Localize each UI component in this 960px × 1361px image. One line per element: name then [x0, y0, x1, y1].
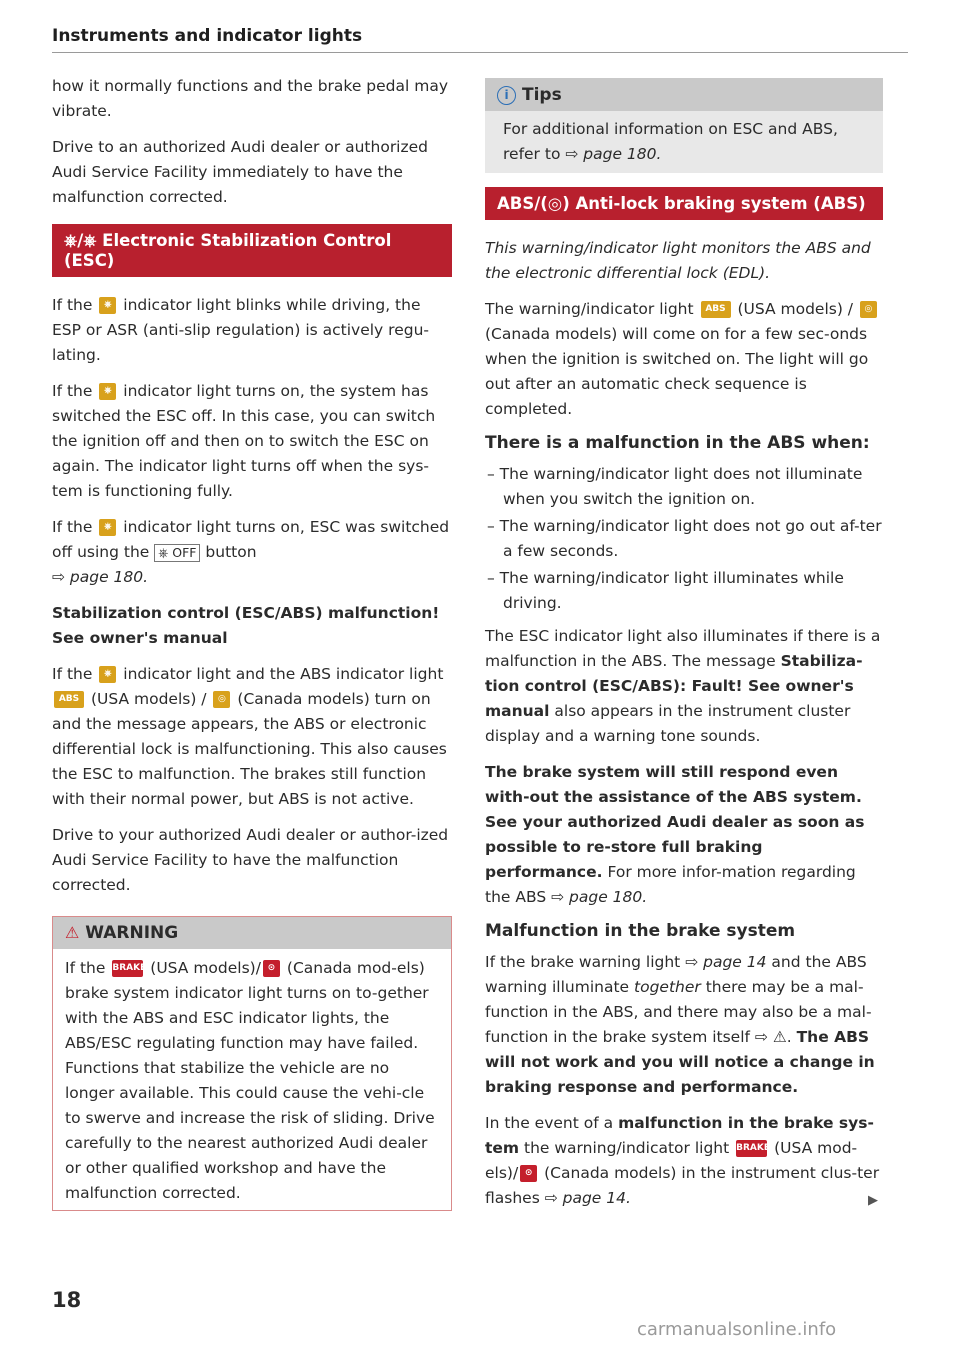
info-icon: i [497, 86, 516, 105]
brake-malfunction-heading: Malfunction in the brake system [485, 921, 796, 941]
warning-box [52, 916, 452, 1211]
page-ref[interactable]: ⇨ page 180. [565, 145, 662, 163]
malfunction-paragraph-1: If the ⎈ indicator light and the ABS indicator light ABS (USA models) / ◎ (Canada models) turn on and the message appears, the ABS or electronic differential lock is malfunctioning. This also causes the ESC to malfunction. The brakes still function with their normal power, but ABS is not active. [52, 665, 447, 808]
abs-paragraph-1: The warning/indicator light ABS (USA models) / ◎ (Canada models) will come on for a few sec-onds when the ignition is switched on. The light will go out after an automatic check sequence is completed. [485, 297, 883, 422]
abs-malfunction-list [485, 462, 883, 616]
still-respond-paragraph: The brake system will still respond even with-out the assistance of the ABS system. See your authorized Audi dealer as soon as possible to re-store full braking performance. For more infor-mation regarding the ABS ⇨ page 180. [485, 763, 865, 906]
brake-indicator-icon: BRAKE [112, 960, 143, 977]
abs-canada-indicator-icon: ◎ [213, 691, 230, 708]
brake-indicator-icon: BRAKE [736, 1140, 767, 1157]
intro-paragraph-1: how it normally functions and the brake pedal may vibrate. [52, 77, 449, 120]
page-ref[interactable]: ⇨ page 180. [551, 888, 648, 906]
page-ref[interactable]: ⇨ page 180. [52, 568, 149, 586]
malfunction-paragraph-2: Drive to your authorized Audi dealer or author-ized Audi Service Facility to have the malfunction corrected. [52, 826, 449, 894]
page-header [52, 26, 908, 53]
abs-indicator-icon: ABS [701, 301, 731, 318]
section-title: Instruments and indicator lights [52, 26, 363, 46]
intro-paragraph-2: Drive to an authorized Audi dealer or authorized Audi Service Facility immediately to have the malfunction corrected. [52, 138, 429, 206]
abs-malfunction-heading: There is a malfunction in the ABS when: [485, 433, 870, 453]
esc-indicator-icon: ⎈ [99, 666, 116, 683]
brake-paragraph-1: If the brake warning light ⇨ page 14 and the ABS warning illuminate together there may be a mal-function in the ABS, and there may also be a mal-function in the brake system itself ⇨ ⚠. The ABS will not work and you will notice a change in braking response and performance. [485, 953, 875, 1096]
page-ref[interactable]: ⇨ page 14. [544, 1189, 631, 1207]
malfunction-heading: Stabilization control (ESC/ABS) malfunction! See owner's manual [52, 604, 440, 647]
watermark: carmanualsonline.info [637, 1319, 837, 1340]
abs-section-band: ABS/(◎) Anti-lock braking system (ABS) [485, 187, 883, 220]
tips-body: For additional information on ESC and ABS, refer to ⇨ page 180. [503, 120, 838, 163]
left-column [52, 74, 452, 1211]
esc-also-paragraph: The ESC indicator light also illuminates if there is a malfunction in the ABS. The message Stabiliza-tion control (ESC/ABS): Fault! See owner's manual also appears in the instrument cluster display and a warning tone sounds. [485, 627, 881, 745]
page-number: 18 [52, 1288, 82, 1312]
warning-header: ⚠ WARNING [53, 917, 451, 949]
tips-header: i Tips [485, 78, 883, 111]
abs-canada-indicator-icon: ◎ [860, 301, 877, 318]
right-column [485, 74, 883, 1222]
esc-section-band: ⎈/⎈ Electronic Stabilization Control (ESC) [52, 224, 452, 277]
brake-canada-indicator-icon: ⊙ [263, 960, 280, 977]
esc-off-indicator-icon: ⎈ [99, 519, 116, 536]
warning-ref[interactable]: ⇨ ⚠. [754, 1028, 792, 1046]
esc-paragraph-2: If the ⎈ indicator light turns on, the system has switched the ESC off. In this case, you can switch the ignition off and then on to switch the ESC on again. The indicator light turns off when the sys-tem is functioning fully. [52, 382, 436, 500]
tips-box [485, 78, 883, 173]
brake-paragraph-2: In the event of a malfunction in the brake sys-tem the warning/indicator light BRAKE (USA mod-els)/ ⊙ (Canada models) in the instrument clus-ter flashes ⇨ page 14. [485, 1114, 880, 1207]
abs-indicator-icon: ABS [54, 691, 84, 708]
esc-paragraph-3: If the ⎈ indicator light turns on, ESC was switched off using the ⎈ OFF button ⇨ page 180. [52, 518, 450, 586]
page-ref[interactable]: ⇨ page 14 [685, 953, 767, 971]
brake-canada-indicator-icon: ⊙ [520, 1165, 537, 1182]
list-item: – The warning/indicator light does not illuminate when you switch the ignition on. [487, 465, 863, 508]
esc-off-key: ⎈ OFF [154, 544, 200, 562]
list-item: – The warning/indicator light does not go out af-ter a few seconds. [487, 517, 882, 560]
esc-paragraph-1: If the ⎈ indicator light blinks while driving, the ESP or ASR (anti-slip regulation) is actively regu-lating. [52, 296, 429, 364]
esc-indicator-icon: ⎈ [99, 383, 116, 400]
warning-triangle-icon: ⚠ [65, 923, 80, 942]
abs-intro: This warning/indicator light monitors the ABS and the electronic differential lock (EDL). [485, 239, 871, 282]
warning-body: If the BRAKE (USA models)/ ⊙ (Canada mod-els) brake system indicator light turns on to-gether with the ABS and ESC indicator lights, the ABS/ESC regulating function may have failed. Functions that stabilize the vehicle are no longer available. This could cause the vehi-cle to swerve and increase the risk of sliding. Drive carefully to the nearest authorized Audi dealer or other qualified workshop and have the malfunction corrected. [65, 959, 435, 1202]
continue-arrow-icon: ▶ [868, 1193, 878, 1208]
list-item: – The warning/indicator light illuminates while driving. [487, 569, 844, 612]
esc-icon: ⎈/⎈ [64, 231, 103, 250]
esc-indicator-icon: ⎈ [99, 297, 116, 314]
